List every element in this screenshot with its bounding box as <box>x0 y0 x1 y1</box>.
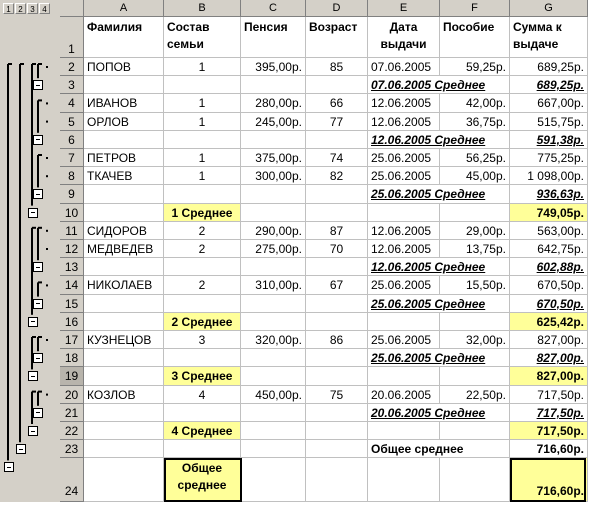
cell-G5[interactable]: 515,75р. <box>510 113 588 131</box>
cell-D24[interactable] <box>306 458 368 502</box>
header-cell-F[interactable]: Пособие <box>440 17 510 58</box>
collapse-button-row-19[interactable] <box>28 371 38 381</box>
cell-F24[interactable] <box>440 458 510 502</box>
cell-G14[interactable]: 670,50р. <box>510 276 588 294</box>
row-header-3[interactable]: 3 <box>60 76 84 94</box>
cell-F17[interactable]: 32,00р. <box>440 331 510 349</box>
cell-A19[interactable] <box>84 367 164 385</box>
row-header-19[interactable]: 19 <box>60 367 84 385</box>
row-header-22[interactable]: 22 <box>60 422 84 440</box>
cell-C23[interactable] <box>241 440 306 458</box>
cell-E19[interactable] <box>368 367 440 385</box>
cell-G8[interactable]: 1 098,00р. <box>510 167 588 185</box>
cell-G9[interactable]: 936,63р. <box>510 185 588 203</box>
cell-D13[interactable] <box>306 258 368 276</box>
cell-F16[interactable] <box>440 313 510 331</box>
collapse-button-row-6[interactable] <box>33 135 43 145</box>
collapse-button-row-10[interactable] <box>28 208 38 218</box>
cell-A24[interactable] <box>84 458 164 502</box>
cell-A12[interactable]: МЕДВЕДЕВ <box>84 240 164 258</box>
cell-C14[interactable]: 310,00р. <box>241 276 306 294</box>
header-cell-B[interactable]: Состав семьи <box>164 17 241 58</box>
header-cell-C[interactable]: Пенсия <box>241 17 306 58</box>
cell-G24[interactable]: 716,60р. <box>510 458 588 502</box>
cell-C24[interactable] <box>241 458 306 502</box>
cell-E7[interactable]: 25.06.2005 <box>368 149 440 167</box>
cell-D5[interactable]: 77 <box>306 113 368 131</box>
cell-G17[interactable]: 827,00р. <box>510 331 588 349</box>
cell-D23[interactable] <box>306 440 368 458</box>
cell-A17[interactable]: КУЗНЕЦОВ <box>84 331 164 349</box>
outline-dot <box>46 230 48 232</box>
collapse-button-row-15[interactable] <box>33 299 43 309</box>
row-header-21[interactable]: 21 <box>60 404 84 422</box>
cell-D21[interactable] <box>306 404 368 422</box>
row-header-18[interactable]: 18 <box>60 349 84 367</box>
cell-C15[interactable] <box>241 295 306 313</box>
cell-C11[interactable]: 290,00р. <box>241 222 306 240</box>
outline-level-3-button[interactable]: 3 <box>27 3 38 14</box>
cell-E20[interactable]: 20.06.2005 <box>368 386 440 404</box>
outline-dot <box>46 121 48 123</box>
cell-C20[interactable]: 450,00р. <box>241 386 306 404</box>
column-header-E[interactable]: E <box>368 0 440 17</box>
column-header-D[interactable]: D <box>306 0 368 17</box>
cell-B23[interactable] <box>164 440 241 458</box>
cell-B16[interactable]: 2 Среднее <box>164 313 241 331</box>
cell-G18[interactable]: 827,00р. <box>510 349 588 367</box>
cell-D2[interactable]: 85 <box>306 58 368 76</box>
column-header-A[interactable]: A <box>84 0 164 17</box>
cell-A11[interactable]: СИДОРОВ <box>84 222 164 240</box>
cell-A6[interactable] <box>84 131 164 149</box>
column-header-F[interactable]: F <box>440 0 510 17</box>
cell-A20[interactable]: КОЗЛОВ <box>84 386 164 404</box>
cell-B15[interactable] <box>164 295 241 313</box>
column-header-G[interactable]: G <box>510 0 588 17</box>
cell-C13[interactable] <box>241 258 306 276</box>
cell-B8[interactable]: 1 <box>164 167 241 185</box>
row-header-10[interactable]: 10 <box>60 204 84 222</box>
row-header-12[interactable]: 12 <box>60 240 84 258</box>
cell-A10[interactable] <box>84 204 164 222</box>
collapse-button-row-22[interactable] <box>28 426 38 436</box>
cell-D9[interactable] <box>306 185 368 203</box>
outline-dot <box>46 157 48 159</box>
cell-D14[interactable]: 67 <box>306 276 368 294</box>
cell-F8[interactable]: 45,00р. <box>440 167 510 185</box>
row-header-5[interactable]: 5 <box>60 113 84 131</box>
cell-E8[interactable]: 25.06.2005 <box>368 167 440 185</box>
collapse-button-row-21[interactable] <box>33 408 43 418</box>
cell-G21[interactable]: 717,50р. <box>510 404 588 422</box>
cell-B19[interactable]: 3 Среднее <box>164 367 241 385</box>
cell-B7[interactable]: 1 <box>164 149 241 167</box>
cell-G19[interactable]: 827,00р. <box>510 367 588 385</box>
cell-E16[interactable] <box>368 313 440 331</box>
cell-E15[interactable]: 25.06.2005 Среднее <box>368 295 510 313</box>
cell-F5[interactable]: 36,75р. <box>440 113 510 131</box>
cell-G3[interactable]: 689,25р. <box>510 76 588 94</box>
cell-E22[interactable] <box>368 422 440 440</box>
cell-B12[interactable]: 2 <box>164 240 241 258</box>
cell-F2[interactable]: 59,25р. <box>440 58 510 76</box>
cell-E5[interactable]: 12.06.2005 <box>368 113 440 131</box>
select-all-corner[interactable] <box>60 0 84 17</box>
cell-C7[interactable]: 375,00р. <box>241 149 306 167</box>
cell-B9[interactable] <box>164 185 241 203</box>
header-cell-A[interactable]: Фамилия <box>84 17 164 58</box>
cell-D15[interactable] <box>306 295 368 313</box>
cell-C18[interactable] <box>241 349 306 367</box>
cell-G12[interactable]: 642,75р. <box>510 240 588 258</box>
cell-C8[interactable]: 300,00р. <box>241 167 306 185</box>
cell-F14[interactable]: 15,50р. <box>440 276 510 294</box>
collapse-button-row-3[interactable] <box>33 80 43 90</box>
row-header-15[interactable]: 15 <box>60 295 84 313</box>
outline-dot <box>46 394 48 396</box>
collapse-button-row-16[interactable] <box>28 317 38 327</box>
cell-E17[interactable]: 25.06.2005 <box>368 331 440 349</box>
cell-A15[interactable] <box>84 295 164 313</box>
cell-C21[interactable] <box>241 404 306 422</box>
cell-E10[interactable] <box>368 204 440 222</box>
cell-B24[interactable]: Общее среднее <box>164 458 241 502</box>
cell-B17[interactable]: 3 <box>164 331 241 349</box>
cell-F4[interactable]: 42,00р. <box>440 94 510 112</box>
collapse-button-row-18[interactable] <box>33 353 43 363</box>
row-header-4[interactable]: 4 <box>60 94 84 112</box>
cell-G13[interactable]: 602,88р. <box>510 258 588 276</box>
cell-E2[interactable]: 07.06.2005 <box>368 58 440 76</box>
cell-F20[interactable]: 22,50р. <box>440 386 510 404</box>
cell-C9[interactable] <box>241 185 306 203</box>
cell-D6[interactable] <box>306 131 368 149</box>
cell-B14[interactable]: 2 <box>164 276 241 294</box>
outline-dot <box>46 284 48 286</box>
cell-C17[interactable]: 320,00р. <box>241 331 306 349</box>
cell-E23[interactable]: Общее среднее <box>368 440 510 458</box>
cell-E9[interactable]: 25.06.2005 Среднее <box>368 185 510 203</box>
cell-C3[interactable] <box>241 76 306 94</box>
row-header-1[interactable]: 1 <box>60 17 84 58</box>
cell-B10[interactable]: 1 Среднее <box>164 204 241 222</box>
outline-dot <box>46 66 48 68</box>
cell-C22[interactable] <box>241 422 306 440</box>
cell-D22[interactable] <box>306 422 368 440</box>
row-header-14[interactable]: 14 <box>60 276 84 294</box>
outline-level-2-button[interactable]: 2 <box>15 3 26 14</box>
cell-B11[interactable]: 2 <box>164 222 241 240</box>
outline-dot <box>46 248 48 250</box>
cell-D16[interactable] <box>306 313 368 331</box>
cell-F12[interactable]: 13,75р. <box>440 240 510 258</box>
cell-G20[interactable]: 717,50р. <box>510 386 588 404</box>
cell-G11[interactable]: 563,00р. <box>510 222 588 240</box>
cell-B2[interactable]: 1 <box>164 58 241 76</box>
cell-C6[interactable] <box>241 131 306 149</box>
cell-D20[interactable]: 75 <box>306 386 368 404</box>
row-header-8[interactable]: 8 <box>60 167 84 185</box>
collapse-button-row-24[interactable] <box>4 462 14 472</box>
cell-G22[interactable]: 717,50р. <box>510 422 588 440</box>
cell-B18[interactable] <box>164 349 241 367</box>
cell-F11[interactable]: 29,00р. <box>440 222 510 240</box>
cell-F19[interactable] <box>440 367 510 385</box>
cell-B5[interactable]: 1 <box>164 113 241 131</box>
outline-dot <box>46 102 48 104</box>
outline-dot <box>46 175 48 177</box>
column-header-B[interactable]: B <box>164 0 241 17</box>
cell-D17[interactable]: 86 <box>306 331 368 349</box>
cell-A13[interactable] <box>84 258 164 276</box>
cell-D12[interactable]: 70 <box>306 240 368 258</box>
cell-G10[interactable]: 749,05р. <box>510 204 588 222</box>
row-header-11[interactable]: 11 <box>60 222 84 240</box>
cell-C19[interactable] <box>241 367 306 385</box>
cell-A21[interactable] <box>84 404 164 422</box>
row-header-17[interactable]: 17 <box>60 331 84 349</box>
cell-E12[interactable]: 12.06.2005 <box>368 240 440 258</box>
column-header-C[interactable]: C <box>241 0 306 17</box>
cell-D10[interactable] <box>306 204 368 222</box>
cell-D8[interactable]: 82 <box>306 167 368 185</box>
cell-B21[interactable] <box>164 404 241 422</box>
cell-A16[interactable] <box>84 313 164 331</box>
outline-level-1-button[interactable]: 1 <box>3 3 14 14</box>
header-cell-E[interactable]: Дата выдачи <box>368 17 440 58</box>
outline-dot <box>46 339 48 341</box>
cell-A22[interactable] <box>84 422 164 440</box>
cell-C10[interactable] <box>241 204 306 222</box>
cell-A7[interactable]: ПЕТРОВ <box>84 149 164 167</box>
cell-A4[interactable]: ИВАНОВ <box>84 94 164 112</box>
cell-E21[interactable]: 20.06.2005 Среднее <box>368 404 510 422</box>
cell-B13[interactable] <box>164 258 241 276</box>
cell-G23[interactable]: 716,60р. <box>510 440 588 458</box>
cell-F7[interactable]: 56,25р. <box>440 149 510 167</box>
cell-D4[interactable]: 66 <box>306 94 368 112</box>
cell-E11[interactable]: 12.06.2005 <box>368 222 440 240</box>
cell-C4[interactable]: 280,00р. <box>241 94 306 112</box>
row-header-9[interactable]: 9 <box>60 185 84 203</box>
outline-level-4-button[interactable]: 4 <box>39 3 50 14</box>
cell-E13[interactable]: 12.06.2005 Среднее <box>368 258 510 276</box>
cell-B22[interactable]: 4 Среднее <box>164 422 241 440</box>
cell-E14[interactable]: 25.06.2005 <box>368 276 440 294</box>
collapse-button-row-9[interactable] <box>33 189 43 199</box>
cell-A2[interactable]: ПОПОВ <box>84 58 164 76</box>
header-cell-D[interactable]: Возраст <box>306 17 368 58</box>
header-cell-G[interactable]: Сумма к выдаче <box>510 17 588 58</box>
collapse-button-row-13[interactable] <box>33 262 43 272</box>
row-header-13[interactable]: 13 <box>60 258 84 276</box>
cell-E4[interactable]: 12.06.2005 <box>368 94 440 112</box>
cell-A18[interactable] <box>84 349 164 367</box>
cell-A3[interactable] <box>84 76 164 94</box>
row-header-24[interactable]: 24 <box>60 458 84 502</box>
cell-G7[interactable]: 775,25р. <box>510 149 588 167</box>
cell-D19[interactable] <box>306 367 368 385</box>
cell-A5[interactable]: ОРЛОВ <box>84 113 164 131</box>
row-header-23[interactable]: 23 <box>60 440 84 458</box>
row-header-2[interactable]: 2 <box>60 58 84 76</box>
cell-D7[interactable]: 74 <box>306 149 368 167</box>
cell-B3[interactable] <box>164 76 241 94</box>
cell-F10[interactable] <box>440 204 510 222</box>
cell-G6[interactable]: 591,38р. <box>510 131 588 149</box>
cell-E24[interactable] <box>368 458 440 502</box>
cell-A8[interactable]: ТКАЧЕВ <box>84 167 164 185</box>
cell-C2[interactable]: 395,00р. <box>241 58 306 76</box>
cell-E18[interactable]: 25.06.2005 Среднее <box>368 349 510 367</box>
cell-A14[interactable]: НИКОЛАЕВ <box>84 276 164 294</box>
row-header-6[interactable]: 6 <box>60 131 84 149</box>
cell-G15[interactable]: 670,50р. <box>510 295 588 313</box>
collapse-button-row-23[interactable] <box>16 444 26 454</box>
cell-D18[interactable] <box>306 349 368 367</box>
cell-C5[interactable]: 245,00р. <box>241 113 306 131</box>
cell-G4[interactable]: 667,00р. <box>510 94 588 112</box>
row-header-20[interactable]: 20 <box>60 386 84 404</box>
cell-C12[interactable]: 275,00р. <box>241 240 306 258</box>
cell-A9[interactable] <box>84 185 164 203</box>
cell-G16[interactable]: 625,42р. <box>510 313 588 331</box>
cell-E6[interactable]: 12.06.2005 Среднее <box>368 131 510 149</box>
cell-F22[interactable] <box>440 422 510 440</box>
cell-D11[interactable]: 87 <box>306 222 368 240</box>
cell-G2[interactable]: 689,25р. <box>510 58 588 76</box>
cell-B6[interactable] <box>164 131 241 149</box>
cell-B20[interactable]: 4 <box>164 386 241 404</box>
cell-B4[interactable]: 1 <box>164 94 241 112</box>
cell-A23[interactable] <box>84 440 164 458</box>
row-header-7[interactable]: 7 <box>60 149 84 167</box>
row-header-16[interactable]: 16 <box>60 313 84 331</box>
cell-D3[interactable] <box>306 76 368 94</box>
cell-E3[interactable]: 07.06.2005 Среднее <box>368 76 510 94</box>
cell-C16[interactable] <box>241 313 306 331</box>
